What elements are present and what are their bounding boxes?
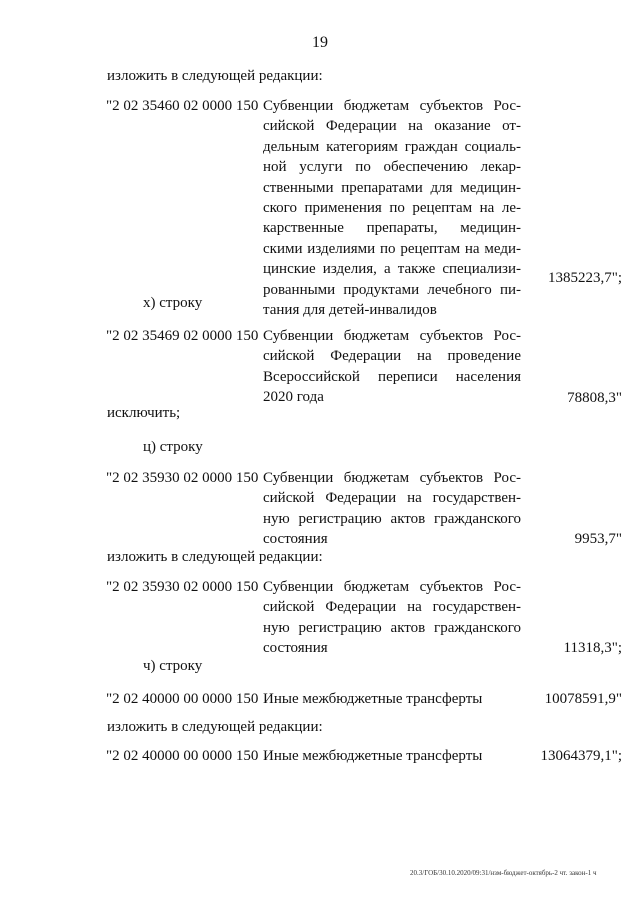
description-line: сийской Федерации на государствен- bbox=[263, 599, 521, 616]
instruction-text: изложить в следующей редакции: bbox=[107, 549, 323, 565]
description-line: сийской Федерации на государствен- bbox=[263, 490, 521, 507]
budget-row bbox=[106, 96, 622, 326]
description-line: Субвенции бюджетам субъектов Рос- bbox=[263, 98, 521, 114]
budget-row bbox=[106, 746, 622, 768]
document-footer: 20.3/ГОБ/30.10.2020/09:31/нзм-бюджет-октябрь-2 чт. закон-1 ч bbox=[410, 869, 597, 877]
budget-row bbox=[106, 468, 622, 550]
budget-code: "2 02 35460 02 0000 150 bbox=[106, 98, 259, 114]
budget-amount: 11318,3"; bbox=[563, 640, 622, 656]
instruction-text: исключить; bbox=[107, 405, 181, 421]
description-line: Субвенции бюджетам субъектов Рос- bbox=[263, 328, 521, 344]
description-line: состояния bbox=[263, 640, 328, 657]
budget-description bbox=[263, 326, 521, 408]
description-line: Всероссийской переписи населения bbox=[263, 368, 521, 385]
budget-row bbox=[106, 577, 622, 659]
budget-amount: 10078591,9" bbox=[544, 691, 622, 707]
instruction-text: ц) строку bbox=[143, 439, 203, 455]
budget-amount: 9953,7" bbox=[574, 531, 622, 547]
description-line: Субвенции бюджетам субъектов Рос- bbox=[263, 579, 521, 595]
budget-code: "2 02 35930 02 0000 150 bbox=[106, 579, 259, 595]
budget-description bbox=[263, 577, 521, 659]
budget-description bbox=[263, 689, 521, 709]
budget-code: "2 02 40000 00 0000 150 bbox=[106, 748, 259, 764]
description-line: ную регистрацию актов гражданского bbox=[263, 619, 521, 636]
budget-amount: 13064379,1"; bbox=[540, 748, 622, 764]
description-line: сийской Федерации на проведение bbox=[263, 348, 521, 365]
instruction-text: изложить в следующей редакции: bbox=[107, 719, 323, 735]
description-line: состояния bbox=[263, 531, 328, 548]
budget-row bbox=[106, 689, 622, 711]
description-line: рованными продуктами лечебного пи- bbox=[263, 281, 521, 298]
description-line: сийской Федерации на оказание от- bbox=[263, 118, 521, 135]
budget-amount: 78808,3" bbox=[567, 390, 622, 406]
instruction-text: х) строку bbox=[143, 295, 203, 311]
description-line: ной услуги по обеспечению лекар- bbox=[263, 159, 521, 176]
budget-row bbox=[106, 326, 622, 408]
description-line: 2020 года bbox=[263, 389, 324, 406]
budget-code: "2 02 35469 02 0000 150 bbox=[106, 328, 259, 344]
page-number: 19 bbox=[312, 34, 328, 51]
description-line: скими изделиями по рецептам на меди- bbox=[263, 240, 521, 257]
description-line: тания для детей-инвалидов bbox=[263, 301, 437, 318]
budget-description bbox=[263, 746, 521, 766]
budget-code: "2 02 35930 02 0000 150 bbox=[106, 470, 259, 486]
description-line: карственные препараты, медицин- bbox=[263, 220, 521, 237]
description-line: ского применения по рецептам на ле- bbox=[263, 199, 521, 216]
description-line: Субвенции бюджетам субъектов Рос- bbox=[263, 470, 521, 486]
description-line: дельным категориям граждан социаль- bbox=[263, 138, 521, 155]
budget-code: "2 02 40000 00 0000 150 bbox=[106, 691, 259, 707]
budget-amount: 1385223,7"; bbox=[547, 270, 622, 286]
description-line: Иные межбюджетные трансферты bbox=[263, 748, 483, 764]
budget-description bbox=[263, 96, 521, 320]
description-line: ную регистрацию актов гражданского bbox=[263, 510, 521, 527]
description-line: Иные межбюджетные трансферты bbox=[263, 691, 483, 707]
instruction-text: изложить в следующей редакции: bbox=[107, 68, 323, 84]
description-line: ственными препаратами для медицин- bbox=[263, 179, 521, 196]
budget-description bbox=[263, 468, 521, 550]
instruction-text: ч) строку bbox=[143, 658, 203, 674]
description-line: цинские изделия, а также специализи- bbox=[263, 261, 521, 278]
